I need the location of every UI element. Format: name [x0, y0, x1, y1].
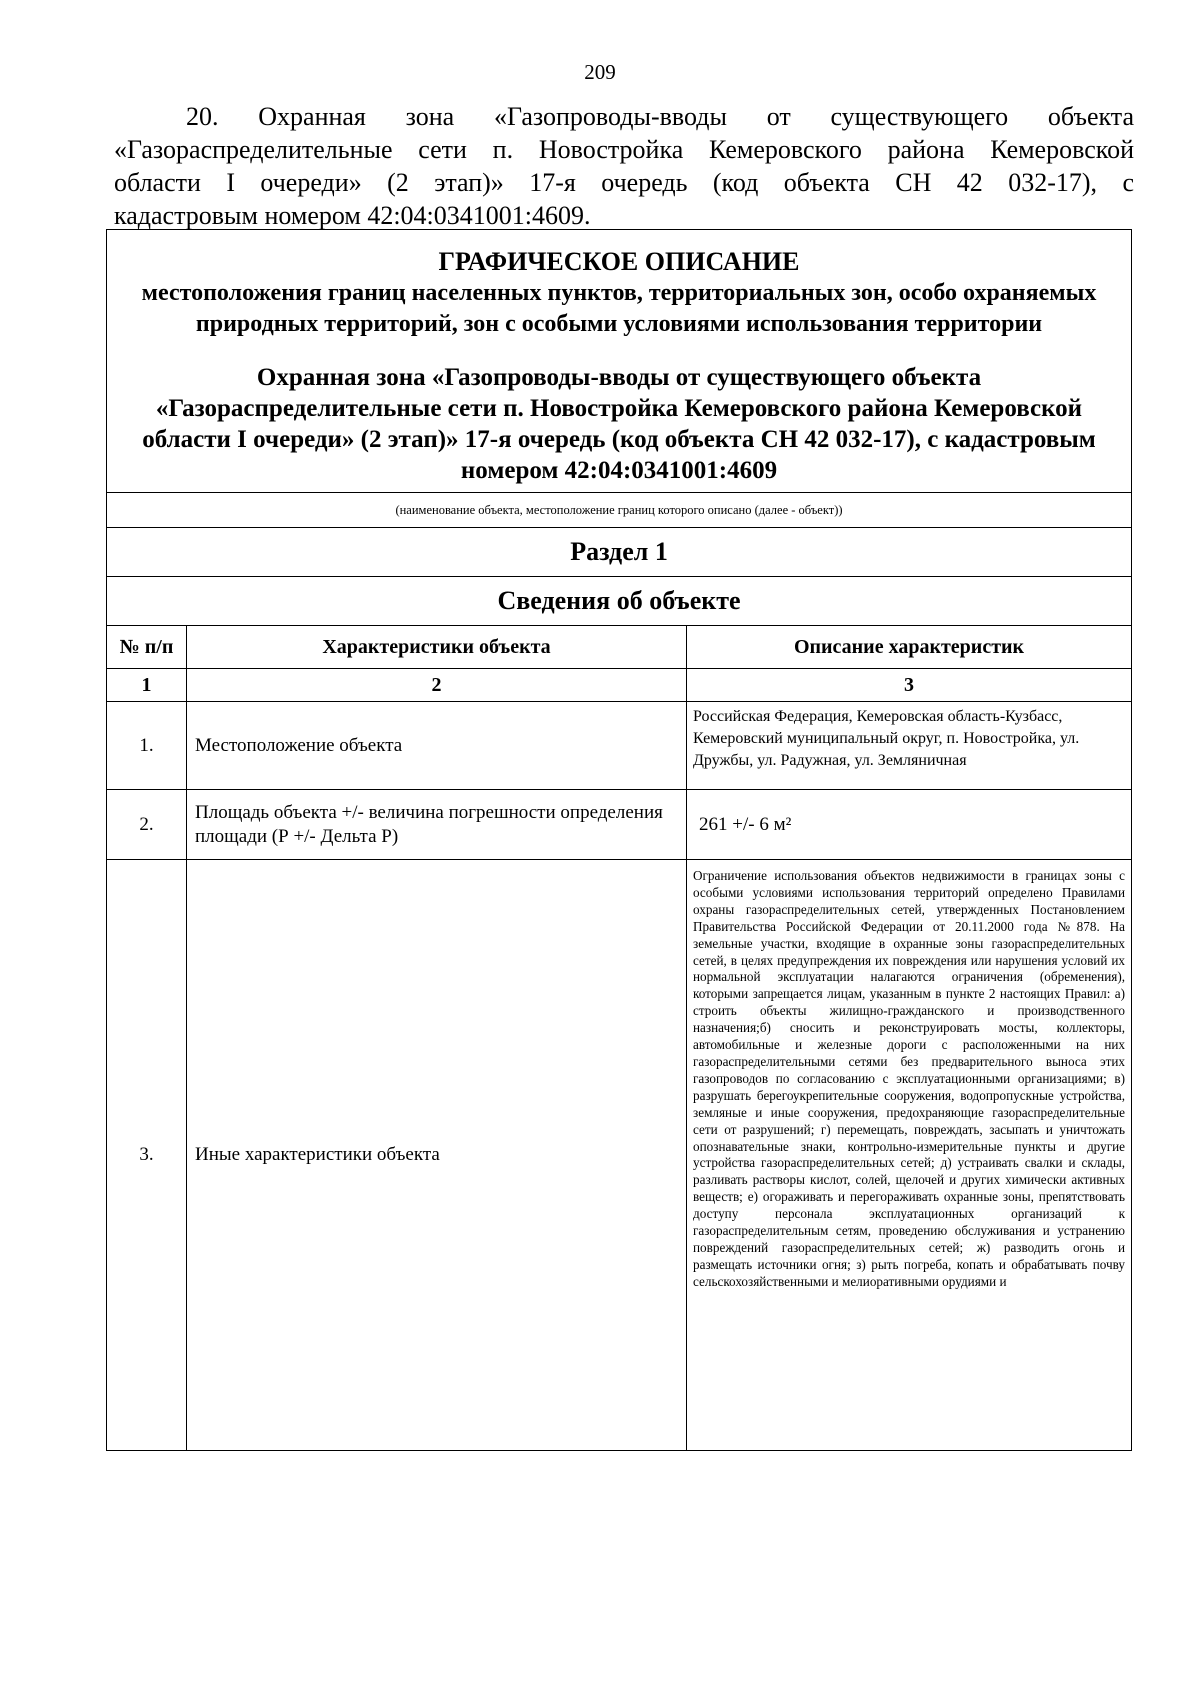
row-description: Ограничение использования объектов недвижимости в границах зоны с особыми условиями использования территорий определено Правилами охраны газораспределительных сетей, утвержденных Постановлением Правительства Российской Федерации от 20.11.2000 года №878. На земельные участки, входящие в охранные зоны газораспределительных сетей, в целях предупреждения их повреждения или нарушения условий их нормальной эксплуатации налагаются ограничения (обременения), которыми запрещается лицам, указанным в пункте 2 настоящих Правил: а) строить объекты жилищно-гражданского и производственного назначения;б) сносить и реконструировать мосты, коллекторы, автомобильные и железные дороги с расположенными на них газораспределительными сетями без предварительного выноса этих газопроводов по согласованию с эксплуатационными организациями; в) разрушать берегоукрепительные сооружения, водопропускные устройства, земляные и иные сооружения, предохраняющие газораспределительные сети от разрушений; г) перемещать, повреждать, засыпать и уничтожать опознавательные знаки, контрольно-измерительные пункты и другие устройства газораспределительных сетей; д) устраивать свалки и склады, разливать растворы кислот, солей, щелочей и других химически активных веществ; е) огораживать и перегораживать охранные зоны, препятствовать доступу персонала эксплуатационных организаций к газораспределительным сетям, проведению обслуживания и устранению повреждений газораспределительных сетей; ж) разводить огонь и размещать источники огня; з) рыть погреба, копать и обрабатывать почву сельскохозяйственными и мелиоративными орудиями и	[693, 868, 1126, 1289]
column-number: 1	[107, 669, 187, 702]
row-number: 3.	[107, 860, 187, 1451]
row-characteristic: Иные характеристики объекта	[187, 860, 687, 1451]
table-row	[107, 702, 1132, 790]
column-header: Характеристики объекта	[187, 626, 687, 669]
table-row	[107, 790, 1132, 860]
row-number: 1.	[107, 702, 187, 790]
table-header-row	[107, 626, 1132, 669]
intro-paragraph	[114, 100, 1134, 232]
document-title: ГРАФИЧЕСКОЕ ОПИСАНИЕ	[438, 247, 800, 276]
column-header: № п/п	[107, 626, 187, 669]
row-characteristic: Площадь объекта +/- величина погрешности определения площади (Р +/- Дельта Р)	[187, 790, 687, 860]
intro-line: области I очереди» (2 этап)» 17-я очередь (код объекта СН 42 032-17), с	[114, 168, 1134, 197]
intro-line: 20. Охранная зона «Газопроводы-вводы от существующего объекта	[186, 102, 1134, 131]
table-row	[107, 860, 1132, 1451]
graphic-description-table	[106, 229, 1132, 1451]
document-subtitle: местоположения границ населенных пунктов, территориальных зон, особо охраняемых природных территорий, зон с особыми условиями использования территории	[141, 280, 1097, 337]
row-description: 261 +/- 6 м²	[687, 790, 1132, 860]
column-header: Описание характеристик	[687, 626, 1132, 669]
column-number: 2	[187, 669, 687, 702]
row-description: Российская Федерация, Кемеровская область-Кузбасс, Кемеровский муниципальный округ, п. Новостройка, ул. Дружбы, ул. Радужная, ул. Земляничная	[687, 702, 1132, 790]
page-number: 209	[584, 60, 616, 84]
row-characteristic: Местоположение объекта	[187, 702, 687, 790]
section-heading: Сведения об объекте	[107, 577, 1132, 626]
section-label: Раздел 1	[107, 528, 1132, 577]
row-description-cell	[687, 860, 1132, 1451]
column-number: 3	[687, 669, 1132, 702]
object-caption: (наименование объекта, местоположение границ которого описано (далее - объект))	[107, 493, 1132, 528]
row-number: 2.	[107, 790, 187, 860]
column-number-row	[107, 669, 1132, 702]
title-block	[107, 230, 1132, 493]
object-name: Охранная зона «Газопроводы-вводы от существующего объекта «Газораспределительные сети п. Новостройка Кемеровского района Кемеровской области I очереди» (2 этап)» 17-я очередь (код объекта СН 42 032-17), с кадастровым номером 42:04:0341001:4609	[142, 364, 1096, 484]
intro-line: кадастровым номером 42:04:0341001:4609.	[114, 201, 591, 230]
intro-line: «Газораспределительные сети п. Новостройка Кемеровского района Кемеровской	[114, 135, 1134, 164]
